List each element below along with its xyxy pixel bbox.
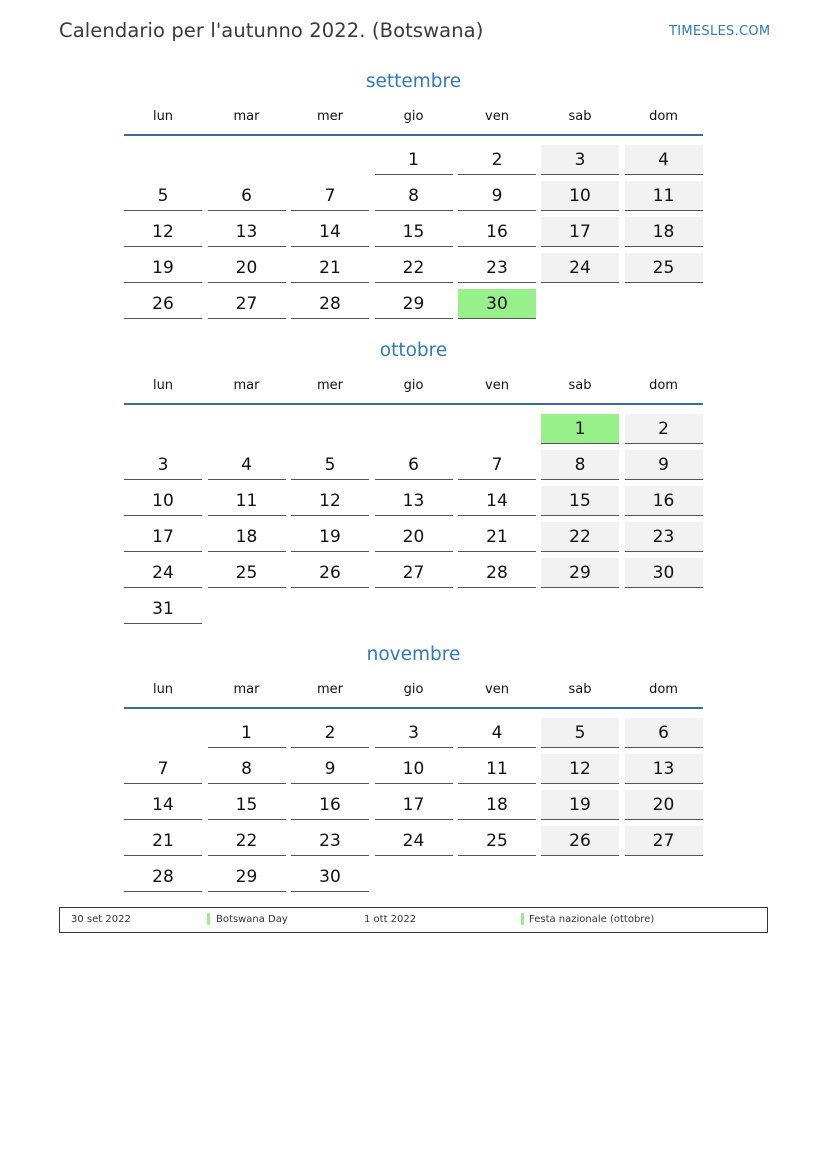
day-cell: 18 bbox=[625, 217, 703, 247]
legend-holiday-name: Botswana Day bbox=[216, 914, 288, 925]
day-cell: 15 bbox=[208, 790, 286, 820]
legend-holiday-name: Festa nazionale (ottobre) bbox=[529, 914, 655, 925]
day-cell: 24 bbox=[375, 826, 453, 856]
weekday-header: gio bbox=[403, 378, 424, 393]
day-cell: 3 bbox=[375, 718, 453, 748]
day-cell: 17 bbox=[124, 522, 202, 552]
day-cell: 26 bbox=[541, 826, 619, 856]
day-cell: 28 bbox=[124, 862, 202, 892]
day-cell: 21 bbox=[124, 826, 202, 856]
weekday-header: ven bbox=[485, 682, 509, 697]
day-cell: 27 bbox=[375, 558, 453, 588]
day-cell: 11 bbox=[458, 754, 536, 784]
weekday-header: lun bbox=[152, 109, 174, 124]
day-cell: 14 bbox=[124, 790, 202, 820]
day-cell: 22 bbox=[208, 826, 286, 856]
day-cell: 9 bbox=[625, 450, 703, 480]
day-cell: 8 bbox=[208, 754, 286, 784]
month-name: novembre bbox=[366, 644, 461, 665]
day-cell: 15 bbox=[541, 486, 619, 516]
weekday-header: mar bbox=[233, 378, 260, 393]
weekday-header: mar bbox=[233, 109, 260, 124]
legend-date: 1 ott 2022 bbox=[364, 914, 417, 925]
day-cell: 14 bbox=[458, 486, 536, 516]
weekday-header: sab bbox=[568, 682, 592, 697]
day-cell: 1 bbox=[375, 145, 453, 175]
day-cell: 19 bbox=[124, 253, 202, 283]
holiday-color-marker bbox=[521, 913, 524, 925]
holiday-day-cell: 1 bbox=[541, 414, 619, 444]
day-cell: 24 bbox=[124, 558, 202, 588]
header-rule bbox=[124, 403, 703, 405]
day-cell: 26 bbox=[124, 289, 202, 319]
day-cell: 16 bbox=[625, 486, 703, 516]
holiday-day-cell: 30 bbox=[458, 289, 536, 319]
day-cell: 30 bbox=[291, 862, 369, 892]
day-cell: 27 bbox=[625, 826, 703, 856]
day-cell: 2 bbox=[458, 145, 536, 175]
month-name: ottobre bbox=[379, 340, 448, 361]
header-rule bbox=[124, 707, 703, 709]
day-cell: 6 bbox=[208, 181, 286, 211]
day-cell: 10 bbox=[375, 754, 453, 784]
day-cell: 29 bbox=[208, 862, 286, 892]
weekday-header: gio bbox=[403, 682, 424, 697]
day-cell: 5 bbox=[124, 181, 202, 211]
day-cell: 16 bbox=[291, 790, 369, 820]
legend-date: 30 set 2022 bbox=[71, 914, 131, 925]
day-cell: 23 bbox=[291, 826, 369, 856]
day-cell: 19 bbox=[541, 790, 619, 820]
weekday-header: sab bbox=[568, 109, 592, 124]
weekday-header: mer bbox=[316, 109, 343, 124]
day-cell: 7 bbox=[291, 181, 369, 211]
day-cell: 11 bbox=[625, 181, 703, 211]
weekday-header: mer bbox=[316, 682, 343, 697]
holiday-color-marker bbox=[207, 913, 210, 925]
day-cell: 3 bbox=[124, 450, 202, 480]
holiday-legend bbox=[59, 907, 768, 933]
day-cell: 25 bbox=[625, 253, 703, 283]
day-cell: 23 bbox=[458, 253, 536, 283]
day-cell: 13 bbox=[625, 754, 703, 784]
day-cell: 20 bbox=[208, 253, 286, 283]
weekday-header: ven bbox=[485, 378, 509, 393]
weekday-header: sab bbox=[568, 378, 592, 393]
day-cell: 29 bbox=[375, 289, 453, 319]
day-cell: 12 bbox=[291, 486, 369, 516]
weekday-header: dom bbox=[649, 378, 678, 393]
day-cell: 5 bbox=[291, 450, 369, 480]
day-cell: 20 bbox=[625, 790, 703, 820]
day-cell: 18 bbox=[458, 790, 536, 820]
day-cell: 12 bbox=[541, 754, 619, 784]
weekday-header: mar bbox=[233, 682, 260, 697]
day-cell: 1 bbox=[208, 718, 286, 748]
day-cell: 18 bbox=[208, 522, 286, 552]
day-cell: 17 bbox=[541, 217, 619, 247]
day-cell: 9 bbox=[458, 181, 536, 211]
day-cell: 25 bbox=[208, 558, 286, 588]
day-cell: 5 bbox=[541, 718, 619, 748]
day-cell: 28 bbox=[291, 289, 369, 319]
weekday-header: dom bbox=[649, 109, 678, 124]
page-title: Calendario per l'autunno 2022. (Botswana) bbox=[59, 19, 484, 42]
day-cell: 28 bbox=[458, 558, 536, 588]
weekday-header: ven bbox=[485, 109, 509, 124]
day-cell: 4 bbox=[625, 145, 703, 175]
weekday-header: lun bbox=[152, 378, 174, 393]
day-cell: 19 bbox=[291, 522, 369, 552]
month-name: settembre bbox=[365, 71, 462, 92]
day-cell: 24 bbox=[541, 253, 619, 283]
day-cell: 20 bbox=[375, 522, 453, 552]
weekday-header: dom bbox=[649, 682, 678, 697]
day-cell: 16 bbox=[458, 217, 536, 247]
day-cell: 22 bbox=[541, 522, 619, 552]
weekday-header: mer bbox=[316, 378, 343, 393]
day-cell: 2 bbox=[625, 414, 703, 444]
day-cell: 17 bbox=[375, 790, 453, 820]
day-cell: 8 bbox=[541, 450, 619, 480]
day-cell: 11 bbox=[208, 486, 286, 516]
day-cell: 27 bbox=[208, 289, 286, 319]
day-cell: 31 bbox=[124, 594, 202, 624]
day-cell: 21 bbox=[291, 253, 369, 283]
day-cell: 4 bbox=[208, 450, 286, 480]
day-cell: 25 bbox=[458, 826, 536, 856]
day-cell: 29 bbox=[541, 558, 619, 588]
weekday-header: lun bbox=[152, 682, 174, 697]
day-cell: 13 bbox=[375, 486, 453, 516]
day-cell: 9 bbox=[291, 754, 369, 784]
weekday-header: gio bbox=[403, 109, 424, 124]
day-cell: 13 bbox=[208, 217, 286, 247]
day-cell: 22 bbox=[375, 253, 453, 283]
day-cell: 2 bbox=[291, 718, 369, 748]
day-cell: 6 bbox=[625, 718, 703, 748]
header-rule bbox=[124, 134, 703, 136]
day-cell: 23 bbox=[625, 522, 703, 552]
day-cell: 7 bbox=[124, 754, 202, 784]
day-cell: 10 bbox=[541, 181, 619, 211]
day-cell: 21 bbox=[458, 522, 536, 552]
day-cell: 10 bbox=[124, 486, 202, 516]
day-cell: 12 bbox=[124, 217, 202, 247]
day-cell: 7 bbox=[458, 450, 536, 480]
day-cell: 3 bbox=[541, 145, 619, 175]
day-cell: 15 bbox=[375, 217, 453, 247]
day-cell: 4 bbox=[458, 718, 536, 748]
day-cell: 6 bbox=[375, 450, 453, 480]
site-link[interactable]: TIMESLES.COM bbox=[669, 24, 771, 39]
day-cell: 8 bbox=[375, 181, 453, 211]
day-cell: 30 bbox=[625, 558, 703, 588]
day-cell: 14 bbox=[291, 217, 369, 247]
day-cell: 26 bbox=[291, 558, 369, 588]
